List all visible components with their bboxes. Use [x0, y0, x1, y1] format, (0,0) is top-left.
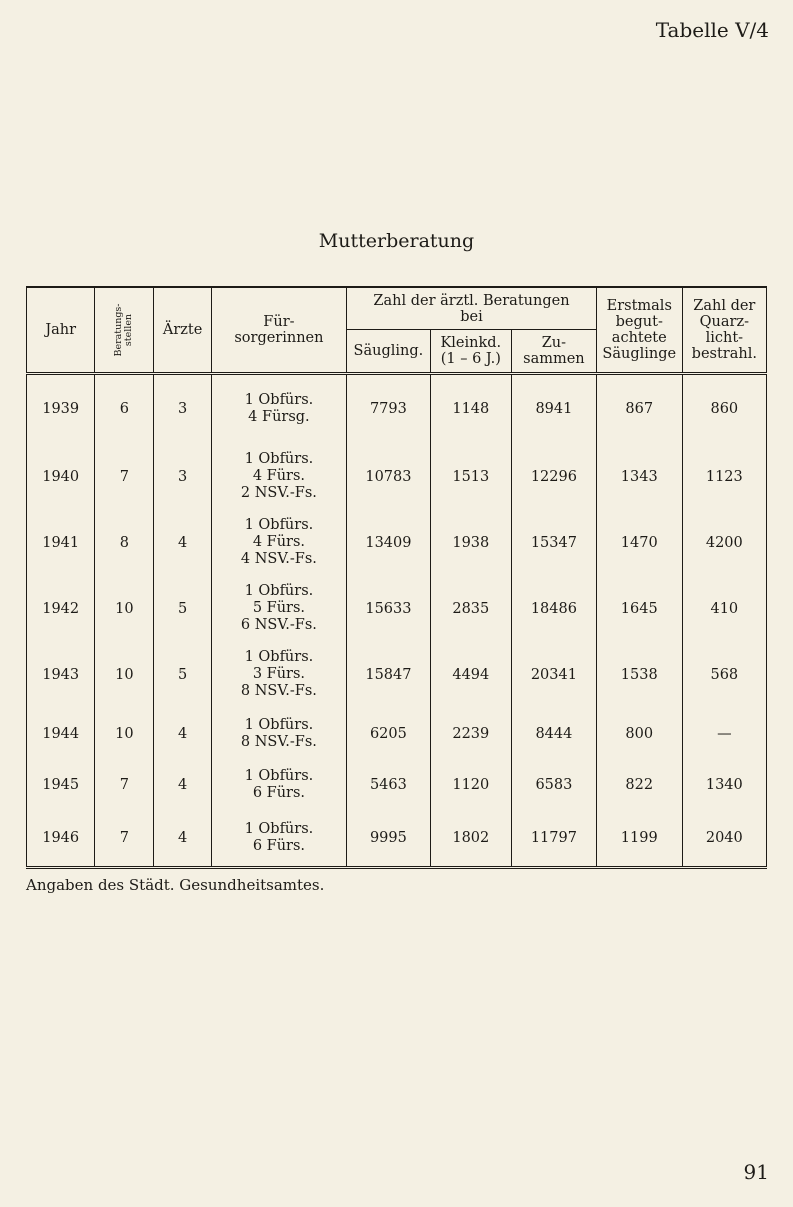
cell-kleinkind: 2239: [430, 708, 511, 760]
table-row: [27, 642, 767, 708]
cell-zusammen: 20341: [511, 642, 596, 708]
cell-stellen: 7: [95, 810, 154, 868]
table-row: [27, 374, 767, 444]
source-note: Angaben des Städt. Gesundheitsamtes.: [26, 876, 325, 894]
cell-jahr: 1940: [27, 444, 95, 510]
cell-aerzte: 4: [154, 510, 211, 576]
cell-erstmals: 1199: [596, 810, 682, 868]
cell-kleinkind: 1148: [430, 374, 511, 444]
cell-kleinkind: 2835: [430, 576, 511, 642]
cell-aerzte: 3: [154, 374, 211, 444]
table-row: [27, 510, 767, 576]
cell-erstmals: 867: [596, 374, 682, 444]
table-title: Mutterberatung: [318, 230, 475, 252]
header-zahl-beratungen: Zahl der ärztl. Beratungen bei: [347, 287, 597, 330]
cell-stellen: 10: [95, 708, 154, 760]
table-row: [27, 444, 767, 510]
table-row: [27, 708, 767, 760]
cell-erstmals: 1470: [596, 510, 682, 576]
cell-aerzte: 4: [154, 760, 211, 810]
cell-jahr: 1939: [27, 374, 95, 444]
cell-fuersorgerinnen: 1 Obfürs. 3 Fürs. 8 NSV.-Fs.: [211, 642, 346, 708]
page-number: 91: [743, 1160, 769, 1184]
cell-saeugling: 15633: [347, 576, 431, 642]
header-beratungsstellen: Beratungs- stellen: [95, 287, 154, 374]
cell-quarzlicht: 568: [682, 642, 766, 708]
cell-quarzlicht: 1340: [682, 760, 766, 810]
cell-zusammen: 15347: [511, 510, 596, 576]
cell-jahr: 1944: [27, 708, 95, 760]
cell-quarzlicht: 2040: [682, 810, 766, 868]
cell-erstmals: 1538: [596, 642, 682, 708]
header-erstmals: Erstmals begut- achtete Säuglinge: [596, 287, 682, 374]
cell-zusammen: 6583: [511, 760, 596, 810]
cell-quarzlicht: 860: [682, 374, 766, 444]
cell-fuersorgerinnen: 1 Obfürs. 4 Fürsg.: [211, 374, 346, 444]
header-kleinkind: Kleinkd. (1 – 6 J.): [430, 330, 511, 374]
cell-stellen: 7: [95, 760, 154, 810]
table-row: [27, 760, 767, 810]
cell-quarzlicht: 410: [682, 576, 766, 642]
cell-fuersorgerinnen: 1 Obfürs. 6 Fürs.: [211, 760, 346, 810]
cell-fuersorgerinnen: 1 Obfürs. 5 Fürs. 6 NSV.-Fs.: [211, 576, 346, 642]
cell-quarzlicht: 4200: [682, 510, 766, 576]
cell-erstmals: 1343: [596, 444, 682, 510]
cell-zusammen: 18486: [511, 576, 596, 642]
cell-zusammen: 12296: [511, 444, 596, 510]
cell-aerzte: 4: [154, 810, 211, 868]
header-saeugling: Säugling.: [347, 330, 431, 374]
cell-erstmals: 822: [596, 760, 682, 810]
cell-fuersorgerinnen: 1 Obfürs. 8 NSV.-Fs.: [211, 708, 346, 760]
cell-stellen: 6: [95, 374, 154, 444]
cell-jahr: 1945: [27, 760, 95, 810]
cell-saeugling: 10783: [347, 444, 431, 510]
cell-aerzte: 4: [154, 708, 211, 760]
cell-aerzte: 5: [154, 642, 211, 708]
cell-saeugling: 15847: [347, 642, 431, 708]
cell-fuersorgerinnen: 1 Obfürs. 4 Fürs. 2 NSV.-Fs.: [211, 444, 346, 510]
header-jahr: Jahr: [27, 287, 95, 374]
cell-fuersorgerinnen: 1 Obfürs. 6 Fürs.: [211, 810, 346, 868]
cell-jahr: 1946: [27, 810, 95, 868]
header-quarzlicht: Zahl der Quarz- licht- bestrahl.: [682, 287, 766, 374]
cell-kleinkind: 1802: [430, 810, 511, 868]
cell-stellen: 8: [95, 510, 154, 576]
cell-aerzte: 3: [154, 444, 211, 510]
cell-kleinkind: 1938: [430, 510, 511, 576]
header-zusammen: Zu- sammen: [511, 330, 596, 374]
cell-erstmals: 1645: [596, 576, 682, 642]
cell-stellen: 7: [95, 444, 154, 510]
mutterberatung-table: [26, 286, 767, 869]
table-row: [27, 810, 767, 868]
cell-quarzlicht: —: [682, 708, 766, 760]
cell-stellen: 10: [95, 642, 154, 708]
table-label: Tabelle V/4: [655, 18, 769, 42]
cell-kleinkind: 4494: [430, 642, 511, 708]
cell-erstmals: 800: [596, 708, 682, 760]
cell-saeugling: 5463: [347, 760, 431, 810]
cell-saeugling: 9995: [347, 810, 431, 868]
cell-zusammen: 8941: [511, 374, 596, 444]
cell-zusammen: 8444: [511, 708, 596, 760]
cell-kleinkind: 1513: [430, 444, 511, 510]
cell-saeugling: 7793: [347, 374, 431, 444]
cell-jahr: 1941: [27, 510, 95, 576]
cell-saeugling: 6205: [347, 708, 431, 760]
header-fuersorgerinnen: Für- sorgerinnen: [211, 287, 346, 374]
cell-jahr: 1943: [27, 642, 95, 708]
cell-zusammen: 11797: [511, 810, 596, 868]
cell-fuersorgerinnen: 1 Obfürs. 4 Fürs. 4 NSV.-Fs.: [211, 510, 346, 576]
cell-kleinkind: 1120: [430, 760, 511, 810]
cell-stellen: 10: [95, 576, 154, 642]
cell-quarzlicht: 1123: [682, 444, 766, 510]
cell-jahr: 1942: [27, 576, 95, 642]
header-aerzte: Ärzte: [154, 287, 211, 374]
table-row: [27, 576, 767, 642]
cell-saeugling: 13409: [347, 510, 431, 576]
cell-aerzte: 5: [154, 576, 211, 642]
